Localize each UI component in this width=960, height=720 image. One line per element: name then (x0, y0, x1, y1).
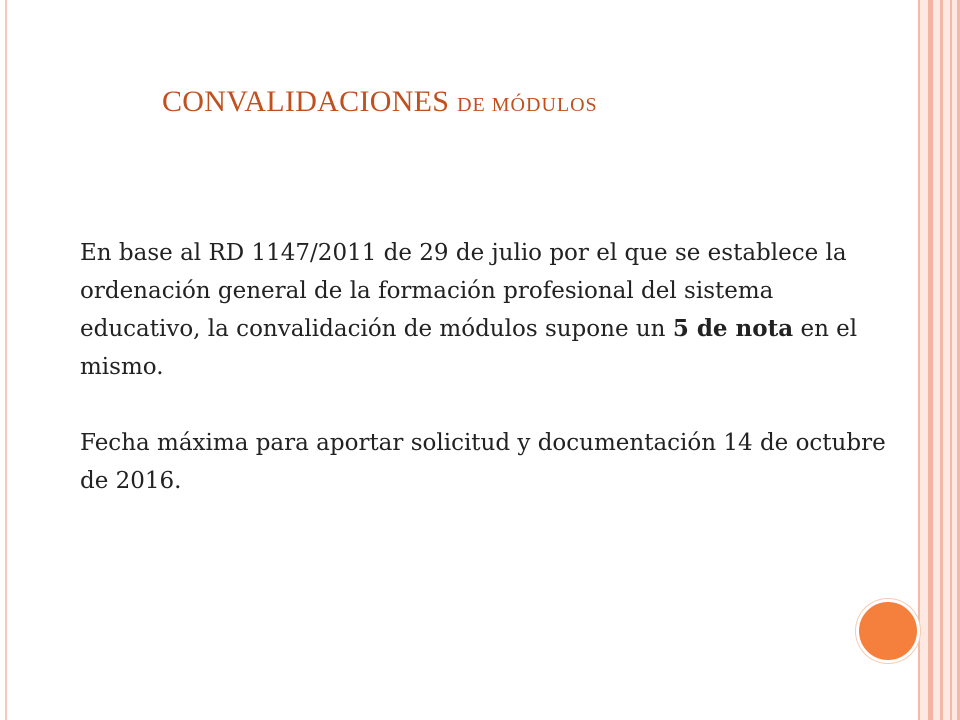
band-stripe (918, 0, 920, 720)
paragraph-text-end: en el mismo. (80, 316, 858, 380)
title-small: DE MÓDULOS (457, 94, 598, 116)
highlight-grade: 5 de nota (672, 315, 794, 342)
decorative-circle (856, 599, 920, 663)
left-frame-line (5, 0, 7, 720)
title-main: CONVALIDACIONES (162, 85, 450, 118)
right-decorative-band (918, 0, 960, 720)
paragraph-deadline: Fecha máxima para aportar solicitud y documentación 14 de octubre de 2016. (80, 430, 886, 494)
band-stripe (950, 0, 952, 720)
paragraph-regulation (80, 234, 900, 386)
band-stripe (928, 0, 933, 720)
paragraph-text: En base al RD 1147/2011 de 29 de julio por el que se establece la ordenación general de la formación profesional del sistema educativo, la convalidación de módulos supone un (80, 240, 847, 342)
slide-body (80, 234, 900, 538)
slide-title (162, 85, 598, 119)
band-stripe (940, 0, 943, 720)
